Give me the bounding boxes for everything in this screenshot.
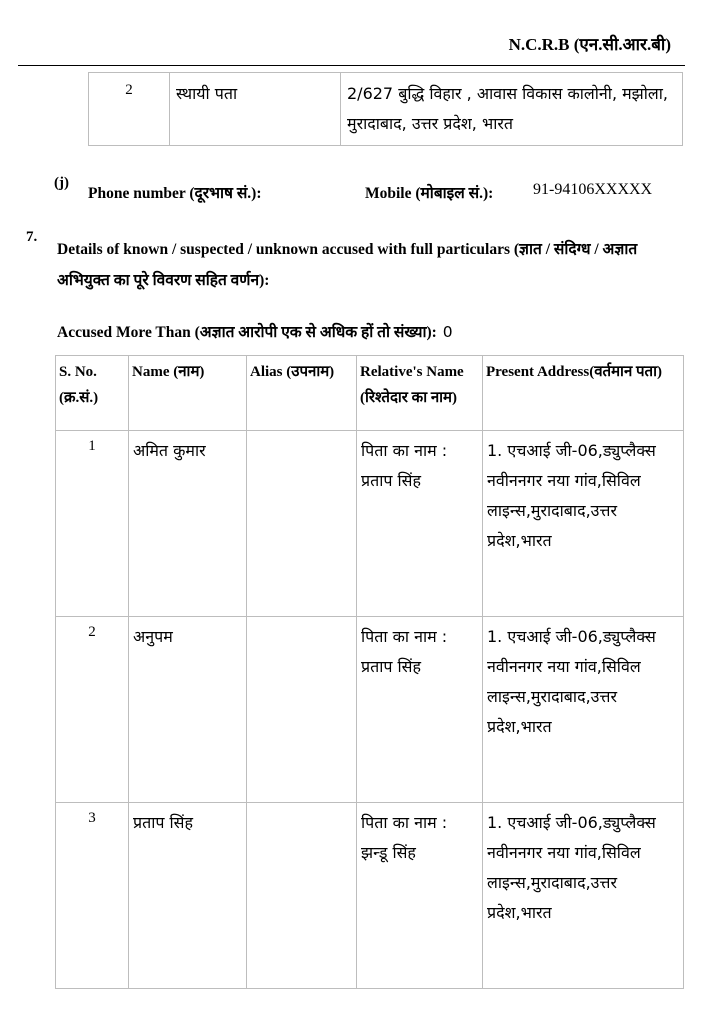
phone-section-marker: (j): [54, 175, 69, 191]
row-alias: [247, 431, 357, 617]
header-name: Name (नाम): [129, 356, 247, 431]
row-address: 1. एचआई जी-06,ड्युप्लैक्स नवीननगर नया गांव,सिविल लाइन्स,मुरादाबाद,उत्तर प्रदेश,भारत: [483, 617, 684, 803]
address-row-sno: 2: [89, 73, 170, 146]
section-title: Details of known / suspected / unknown accused with full particulars (ज्ञात / संदिग्ध / अज्ञात अभियुक्त का पूरे विवरण सहित वर्णन):: [57, 241, 638, 289]
row-name: अमित कुमार: [129, 431, 247, 617]
row-sno: 3: [56, 803, 129, 989]
mobile-number-label: Mobile (मोबाइल सं.):: [365, 185, 494, 202]
table-row: [56, 617, 684, 803]
row-alias: [247, 617, 357, 803]
header-divider: [18, 65, 685, 66]
row-name: प्रताप सिंह: [129, 803, 247, 989]
table-row: [56, 803, 684, 989]
address-table: [88, 72, 683, 146]
accused-table-header: [56, 356, 684, 431]
mobile-number-value: 91-94106XXXXX: [533, 181, 653, 198]
row-relative: पिता का नाम : प्रताप सिंह: [357, 617, 483, 803]
address-row: [89, 73, 683, 146]
row-sno: 2: [56, 617, 129, 803]
address-row-label: स्थायी पता: [170, 73, 341, 146]
row-relative: पिता का नाम : झन्डू सिंह: [357, 803, 483, 989]
section-number: 7.: [26, 229, 38, 245]
table-row: [56, 431, 684, 617]
row-alias: [247, 803, 357, 989]
accused-count-label: Accused More Than (अज्ञात आरोपी एक से अधिक हों तो संख्या):: [57, 324, 437, 341]
accused-table: [55, 355, 684, 989]
header-alias: Alias (उपनाम): [247, 356, 357, 431]
row-sno: 1: [56, 431, 129, 617]
row-address: 1. एचआई जी-06,ड्युप्लैक्स नवीननगर नया गांव,सिविल लाइन्स,मुरादाबाद,उत्तर प्रदेश,भारत: [483, 431, 684, 617]
row-address: 1. एचआई जी-06,ड्युप्लैक्स नवीननगर नया गांव,सिविल लाइन्स,मुरादाबाद,उत्तर प्रदेश,भारत: [483, 803, 684, 989]
page-header-title: N.C.R.B (एन.सी.आर.बी): [508, 35, 671, 54]
phone-number-label: Phone number (दूरभाष सं.):: [88, 185, 262, 202]
address-row-value: 2/627 बुद्धि विहार , आवास विकास कालोनी, मझोला, मुरादाबाद, उत्तर प्रदेश, भारत: [341, 73, 683, 146]
accused-count-line: [57, 320, 453, 342]
row-name: अनुपम: [129, 617, 247, 803]
header-sno: S. No. (क्र.सं.): [56, 356, 129, 431]
accused-count-value: 0: [442, 323, 453, 341]
header-relative-name: Relative's Name (रिश्तेदार का नाम): [357, 356, 483, 431]
row-relative: पिता का नाम : प्रताप सिंह: [357, 431, 483, 617]
header-present-address: Present Address(वर्तमान पता): [483, 356, 684, 431]
